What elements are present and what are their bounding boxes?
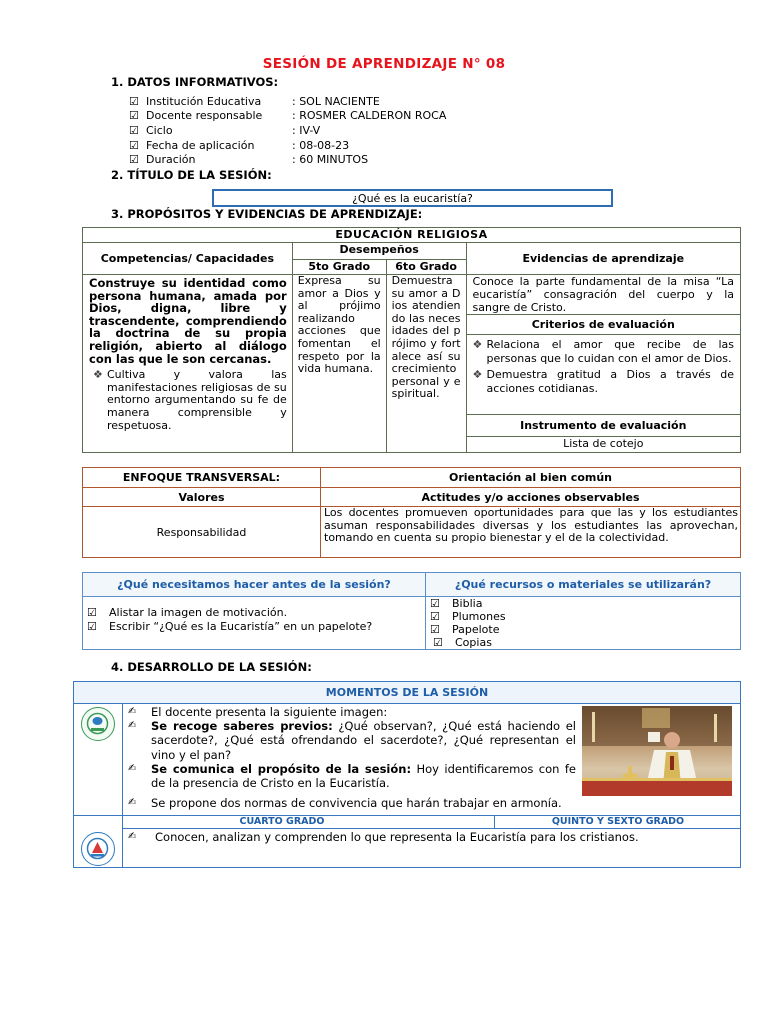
momento-text bbox=[151, 719, 576, 762]
momento-bold: Se comunica el propósito de la sesión: bbox=[151, 761, 412, 776]
propositos-table bbox=[82, 227, 741, 453]
row-divider bbox=[74, 815, 123, 816]
antes-item bbox=[87, 620, 425, 634]
desempenos-header: Desempeños bbox=[292, 243, 466, 260]
recurso-item bbox=[430, 623, 740, 636]
checkbox-icon: ☑ bbox=[430, 610, 440, 623]
checkbox-icon: ☑ bbox=[129, 153, 139, 167]
info-value: : ROSMER CALDERON ROCA bbox=[292, 109, 447, 123]
info-value: : 08-08-23 bbox=[292, 138, 350, 152]
hand-write-icon: ✍ bbox=[128, 831, 137, 842]
info-label: Duración bbox=[146, 153, 196, 167]
valor-text: Responsabilidad bbox=[83, 507, 321, 558]
hand-write-icon: ✍ bbox=[128, 706, 137, 717]
info-row bbox=[129, 109, 446, 124]
preparacion-table bbox=[82, 572, 741, 650]
recurso-text: Copias bbox=[455, 636, 492, 649]
antes-list bbox=[83, 597, 426, 650]
criterio-text: Demuestra gratitud a Dios a través de acciones cotidianas. bbox=[486, 368, 734, 395]
bullet-icon: ❖ bbox=[472, 368, 483, 381]
bullet-icon: ❖ bbox=[93, 368, 103, 382]
info-value: : SOL NACIENTE bbox=[292, 94, 380, 108]
momentos-header: MOMENTOS DE LA SESIÓN bbox=[74, 682, 740, 704]
checkbox-icon: ☑ bbox=[129, 123, 139, 137]
criterio-item bbox=[467, 335, 740, 366]
momento-item bbox=[128, 719, 576, 762]
recurso-text: Papelote bbox=[452, 623, 500, 636]
momento-text: Se propone dos normas de convivencia que harán trabajar en armonía. bbox=[151, 796, 562, 811]
momentos-content bbox=[128, 705, 576, 810]
info-label: Fecha de aplicación bbox=[146, 138, 255, 152]
desempeno-5to: Expresa su amor a Dios y al prójimo realizando acciones que fomentan el respeto por la vida humana. bbox=[297, 274, 381, 376]
momento-item bbox=[128, 705, 576, 719]
momento-item bbox=[128, 762, 576, 790]
section-heading-propositos: 3. PROPÓSITOS Y EVIDENCIAS DE APRENDIZAJE: bbox=[111, 207, 423, 221]
checkbox-icon: ☑ bbox=[129, 138, 139, 152]
recursos-header: ¿Qué recursos o materiales se utilizarán? bbox=[426, 573, 741, 597]
valores-header: Valores bbox=[83, 488, 321, 507]
recursos-list bbox=[426, 597, 741, 650]
recurso-item bbox=[430, 610, 740, 623]
antes-header: ¿Qué necesitamos hacer antes de la sesión? bbox=[83, 573, 426, 597]
recurso-text: Biblia bbox=[452, 597, 483, 610]
instrumento-header: Instrumento de evaluación bbox=[467, 415, 740, 437]
info-value: : IV-V bbox=[292, 123, 321, 137]
column-divider bbox=[122, 704, 123, 868]
actitudes-header: Actitudes y/o acciones observables bbox=[321, 488, 741, 507]
info-row bbox=[129, 94, 446, 109]
school-logo bbox=[81, 707, 115, 741]
enfoque-label: ENFOQUE TRANSVERSAL: bbox=[83, 468, 321, 488]
checkbox-icon: ☑ bbox=[430, 623, 440, 636]
criterios-header: Criterios de evaluación bbox=[467, 315, 740, 335]
antes-text: Escribir “¿Qué es la Eucaristía” en un papelote? bbox=[109, 619, 373, 633]
instrumento-text: Lista de cotejo bbox=[563, 437, 644, 450]
row-divider bbox=[123, 828, 741, 829]
hand-write-icon: ✍ bbox=[128, 720, 137, 732]
antes-text: Alistar la imagen de motivación. bbox=[109, 606, 288, 619]
momento-rest: ¿Qué observan?, ¿Qué está haciendo el sacerdote?, ¿Qué está ofrendando el sacerdote?, ¿Qué representan el vino y el pan? bbox=[151, 719, 576, 762]
info-label: Docente responsable bbox=[146, 109, 263, 123]
section-heading-datos: 1. DATOS INFORMATIVOS: bbox=[111, 75, 279, 89]
page-title: SESIÓN DE APRENDIZAJE N° 08 bbox=[262, 56, 506, 72]
capacidad-text: Cultiva y valora las manifestaciones religiosas de su entorno argumentando su fe de manera comprensible y respetuosa. bbox=[107, 368, 287, 432]
grado-text: Conocen, analizan y comprenden lo que representa la Eucaristía para los cristianos. bbox=[155, 830, 639, 844]
enfoque-table bbox=[82, 467, 741, 558]
school-logo-icon bbox=[82, 708, 113, 739]
checkbox-icon: ☑ bbox=[87, 619, 97, 633]
info-row bbox=[129, 152, 446, 167]
grado5-header: 5to Grado bbox=[292, 260, 386, 275]
session-title-box: ¿Qué es la eucaristía? bbox=[212, 189, 613, 207]
competencia-text: Construye su identidad como persona humana, amada por Dios, digna, libre y trascendente, comprendiendo la doctrina de su propia religión, abierto al diálogo con las que le son cercanas. bbox=[89, 276, 287, 366]
desarrollo-table bbox=[73, 681, 741, 868]
grado-item bbox=[128, 830, 728, 844]
area-header: EDUCACIÓN RELIGIOSA bbox=[83, 228, 741, 243]
quinto-sexto-header: QUINTO Y SEXTO GRADO bbox=[551, 816, 685, 827]
criterio-item bbox=[467, 366, 740, 396]
priest-eucharist-image bbox=[582, 706, 732, 796]
momento-text: El docente presenta la siguiente imagen: bbox=[151, 705, 388, 719]
evidencia-text: Conoce la parte fundamental de la misa “La eucaristía” consagración del cuerpo y la sangre de Cristo. bbox=[472, 275, 734, 314]
checkbox-icon: ☑ bbox=[430, 597, 440, 610]
info-value: : 60 MINUTOS bbox=[292, 153, 369, 167]
eucharist-illustration bbox=[582, 706, 732, 796]
actitud-text: Los docentes promueven oportunidades para que las y los estudiantes asuman responsabilidades diversas y los estudiantes las aprovechan, tomando en cuenta su propio bienestar y el de la colectividad. bbox=[321, 507, 741, 558]
section-heading-desarrollo: 4. DESARROLLO DE LA SESIÓN: bbox=[111, 660, 312, 674]
checkbox-icon: ☑ bbox=[433, 636, 443, 649]
info-row bbox=[129, 138, 446, 153]
recurso-item bbox=[430, 597, 740, 610]
enfoque-value: Orientación al bien común bbox=[321, 468, 741, 488]
checkbox-icon: ☑ bbox=[129, 109, 139, 123]
momento-bold: Se recoge saberes previos: bbox=[151, 719, 333, 734]
hand-write-icon: ✍ bbox=[128, 797, 137, 809]
grado6-header: 6to Grado bbox=[386, 260, 466, 275]
momento-item bbox=[128, 796, 576, 810]
momento-rest: Hoy identificaremos con fe de la presencia de Cristo en la Eucaristía. bbox=[151, 761, 576, 791]
info-label: Ciclo bbox=[146, 123, 173, 137]
desempeno-6to: Demuestra su amor a Dios atendiendo las necesidades del prójimo y fortalece así su crecimiento personal y espiritual. bbox=[391, 274, 461, 401]
momento-text bbox=[151, 762, 576, 790]
checkbox-icon: ☑ bbox=[129, 94, 139, 108]
section-heading-titulo: 2. TÍTULO DE LA SESIÓN: bbox=[111, 168, 272, 182]
info-list bbox=[129, 94, 446, 167]
criterio-text: Relaciona el amor que recibe de las personas que lo cuidan con el amor de Dios. bbox=[486, 338, 734, 365]
info-row bbox=[129, 123, 446, 138]
capacidad-item bbox=[89, 369, 287, 432]
evidencias-header: Evidencias de aprendizaje bbox=[466, 243, 740, 275]
grado-content bbox=[128, 830, 728, 844]
cuarto-grado-header: CUARTO GRADO bbox=[239, 816, 325, 827]
bullet-icon: ❖ bbox=[472, 338, 483, 351]
info-label: Institución Educativa bbox=[146, 94, 262, 108]
recurso-item bbox=[430, 636, 740, 649]
school-logo-icon bbox=[82, 833, 113, 864]
antes-item bbox=[87, 606, 425, 620]
hand-write-icon: ✍ bbox=[128, 762, 137, 774]
checkbox-icon: ☑ bbox=[87, 606, 97, 619]
competencias-header: Competencias/ Capacidades bbox=[83, 243, 293, 275]
school-logo bbox=[81, 832, 115, 866]
recurso-text: Plumones bbox=[452, 610, 506, 623]
